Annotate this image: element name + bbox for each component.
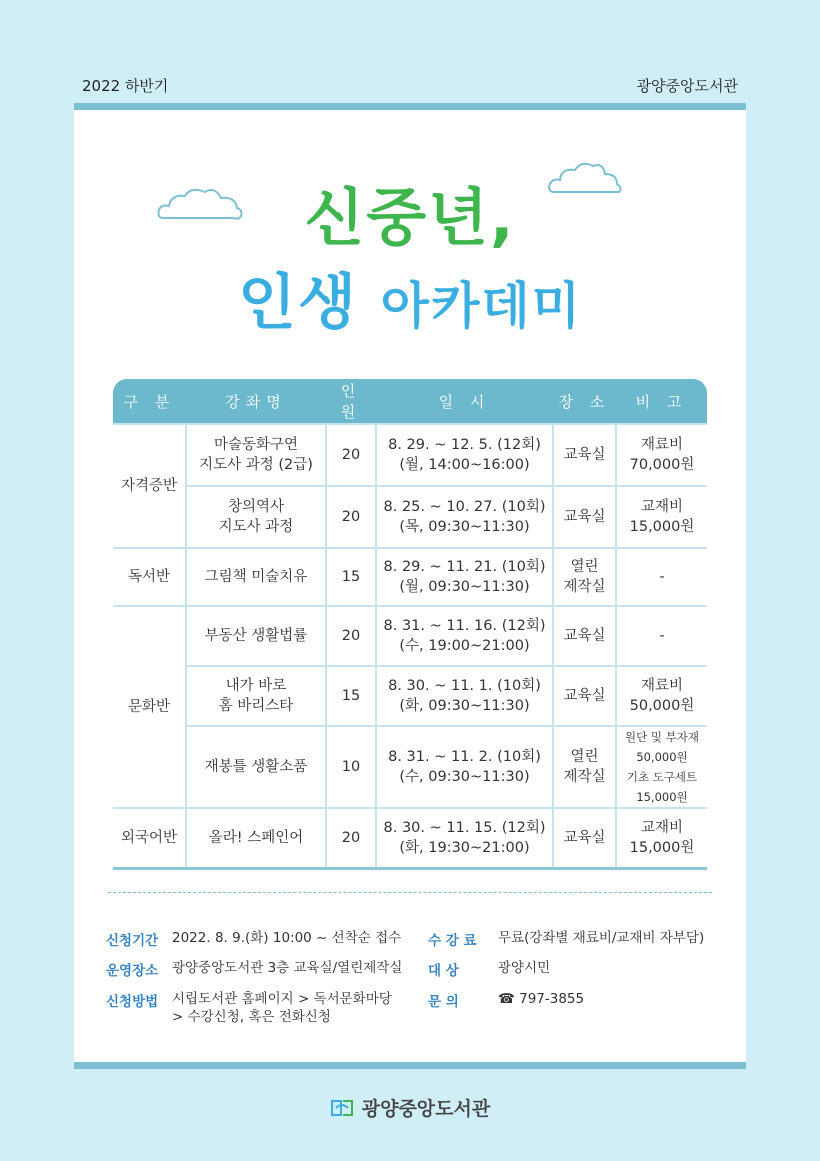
course-line: 창의역사 xyxy=(227,499,285,515)
capacity-cell: 20 xyxy=(326,424,376,486)
course-cell xyxy=(186,424,326,486)
target-label-char: 대 xyxy=(428,963,442,979)
method-line: > 수강신청, 혹은 전화신청 xyxy=(172,1009,331,1025)
library-logo-icon xyxy=(330,1098,354,1118)
note-cell xyxy=(616,666,707,726)
course-cell: 재봉틀 생활소품 xyxy=(186,726,326,808)
title-line2-a: 인생 xyxy=(237,268,358,338)
note-line: 50,000원 xyxy=(636,750,688,764)
method-value xyxy=(172,990,392,1026)
footer-library-name: 광양중앙도서관 xyxy=(361,1098,491,1120)
header-place: 장 소 xyxy=(553,379,616,424)
course-cell: 부동산 생활법률 xyxy=(186,606,326,666)
target-label-char: 상 xyxy=(445,963,459,979)
category-cell: 독서반 xyxy=(113,548,186,606)
fee-label-char: 수 xyxy=(428,933,442,949)
header-category: 구 분 xyxy=(113,379,186,424)
place-line: 열린 xyxy=(570,749,599,765)
date-cell xyxy=(376,424,553,486)
note-line: 70,000원 xyxy=(629,457,695,473)
venue-label: 운영장소 xyxy=(106,963,159,979)
note-line: 15,000원 xyxy=(629,839,695,856)
fee-label xyxy=(428,929,484,949)
table-row xyxy=(113,548,707,606)
date-cell xyxy=(376,548,553,606)
date-cell xyxy=(376,808,553,868)
note-cell: - xyxy=(616,606,707,666)
fee-value: 무료(강좌별 재료비/교재비 자부담) xyxy=(498,930,705,946)
date-cell xyxy=(376,666,553,726)
capacity-cell: 10 xyxy=(326,726,376,808)
category-cell: 외국어반 xyxy=(113,808,186,868)
course-line: 홈 바리스타 xyxy=(218,698,294,714)
table-header-row xyxy=(113,379,707,424)
info-venue xyxy=(106,959,402,979)
title-line2 xyxy=(0,255,820,341)
note-cell xyxy=(616,424,707,486)
place-cell: 교육실 xyxy=(553,486,616,548)
table-row xyxy=(113,666,707,726)
place-cell xyxy=(553,726,616,808)
date-line: 8. 25. ~ 10. 27. (10회) xyxy=(383,499,546,515)
place-cell: 교육실 xyxy=(553,606,616,666)
place-cell xyxy=(553,548,616,606)
contact-label-char: 의 xyxy=(445,994,459,1010)
top-bar xyxy=(82,70,738,100)
table-row xyxy=(113,808,707,868)
place-cell: 교육실 xyxy=(553,424,616,486)
date-line: 8. 31. ~ 11. 16. (12회) xyxy=(383,618,546,634)
target-value: 광양시민 xyxy=(498,960,551,976)
course-cell: 올라! 스페인어 xyxy=(186,808,326,868)
period-label: 신청기간 xyxy=(106,933,159,949)
date-line: (수, 09:30~11:30) xyxy=(399,769,530,785)
capacity-cell: 15 xyxy=(326,666,376,726)
fee-label-char: 료 xyxy=(463,933,477,949)
table-row xyxy=(113,606,707,666)
place-cell: 교육실 xyxy=(553,808,616,868)
date-cell xyxy=(376,606,553,666)
note-line: 교재비 xyxy=(640,819,684,836)
info-period xyxy=(106,929,401,949)
date-line: (화, 19:30~21:00) xyxy=(399,839,530,856)
date-line: (화, 09:30~11:30) xyxy=(399,698,530,714)
course-cell xyxy=(186,486,326,548)
date-line: (월, 14:00~16:00) xyxy=(399,457,530,473)
info-fee xyxy=(428,929,704,949)
course-table xyxy=(113,379,707,870)
frame-line-bottom xyxy=(74,1062,746,1069)
library-label: 광양중앙도서관 xyxy=(636,76,738,95)
title-line1: 신중년, xyxy=(304,181,516,254)
info-method xyxy=(106,990,392,1026)
capacity-cell: 20 xyxy=(326,486,376,548)
table-row xyxy=(113,486,707,548)
date-line: 8. 30. ~ 11. 15. (12회) xyxy=(383,819,546,836)
course-cell xyxy=(186,666,326,726)
target-label xyxy=(428,959,484,979)
info-contact xyxy=(428,990,584,1010)
course-cell: 그림책 미술치유 xyxy=(186,548,326,606)
note-line: 15,000원 xyxy=(629,519,695,535)
contact-value: ☎ 797-3855 xyxy=(498,991,585,1007)
note-line: 재료비 xyxy=(640,437,684,453)
divider-dashed xyxy=(108,892,712,893)
category-cell: 문화반 xyxy=(113,606,186,808)
date-line: 8. 29. ~ 12. 5. (12회) xyxy=(388,437,541,453)
note-cell xyxy=(616,486,707,548)
table-row xyxy=(113,726,707,808)
header-note: 비 고 xyxy=(616,379,707,424)
note-line: 교재비 xyxy=(640,499,684,515)
category-cell: 자격증반 xyxy=(113,424,186,548)
table-row xyxy=(113,424,707,486)
header-date: 일 시 xyxy=(376,379,553,424)
contact-label-char: 문 xyxy=(428,994,442,1010)
date-line: (목, 09:30~11:30) xyxy=(399,519,530,535)
header-capacity: 인 원 xyxy=(326,379,376,424)
note-line: 50,000원 xyxy=(629,698,695,714)
capacity-cell: 20 xyxy=(326,606,376,666)
capacity-cell: 20 xyxy=(326,808,376,868)
capacity-cell: 15 xyxy=(326,548,376,606)
course-line: 지도사 과정 (2급) xyxy=(199,457,313,473)
method-line: 시립도서관 홈페이지 > 독서문화마당 xyxy=(172,991,392,1007)
note-cell: - xyxy=(616,548,707,606)
course-line: 마술동화구연 xyxy=(213,437,299,453)
date-cell xyxy=(376,726,553,808)
date-line: 8. 31. ~ 11. 2. (10회) xyxy=(388,749,541,765)
venue-value: 광양중앙도서관 3층 교육실/열린제작실 xyxy=(172,960,403,976)
frame-line-top xyxy=(74,103,746,110)
course-line: 지도사 과정 xyxy=(218,519,294,535)
date-cell xyxy=(376,486,553,548)
place-line: 제작실 xyxy=(563,769,606,785)
contact-label xyxy=(428,990,484,1010)
note-cell xyxy=(616,808,707,868)
place-line: 열린 xyxy=(570,559,599,575)
note-line: 재료비 xyxy=(640,678,684,694)
date-line: 8. 30. ~ 11. 1. (10회) xyxy=(388,678,541,694)
note-line: 15,000원 xyxy=(636,790,688,804)
note-cell xyxy=(616,726,707,808)
note-line: 기초 도구세트 xyxy=(626,770,698,784)
date-line: 8. 29. ~ 11. 21. (10회) xyxy=(383,559,546,575)
period-value: 2022. 8. 9.(화) 10:00 ~ 선착순 접수 xyxy=(172,930,402,946)
method-label: 신청방법 xyxy=(106,994,159,1010)
note-line: 원단 및 부자재 xyxy=(625,730,699,744)
header-course: 강좌명 xyxy=(186,379,326,424)
place-cell: 교육실 xyxy=(553,666,616,726)
place-line: 제작실 xyxy=(563,579,606,595)
date-line: (수, 19:00~21:00) xyxy=(399,638,530,654)
footer xyxy=(0,1094,820,1121)
semester-label: 2022 하반기 xyxy=(82,76,169,95)
course-line: 내가 바로 xyxy=(225,678,287,694)
title-line2-b: 아카데미 xyxy=(380,277,582,335)
fee-label-char: 강 xyxy=(445,933,459,949)
date-line: (월, 09:30~11:30) xyxy=(399,579,530,595)
info-target xyxy=(428,959,550,979)
